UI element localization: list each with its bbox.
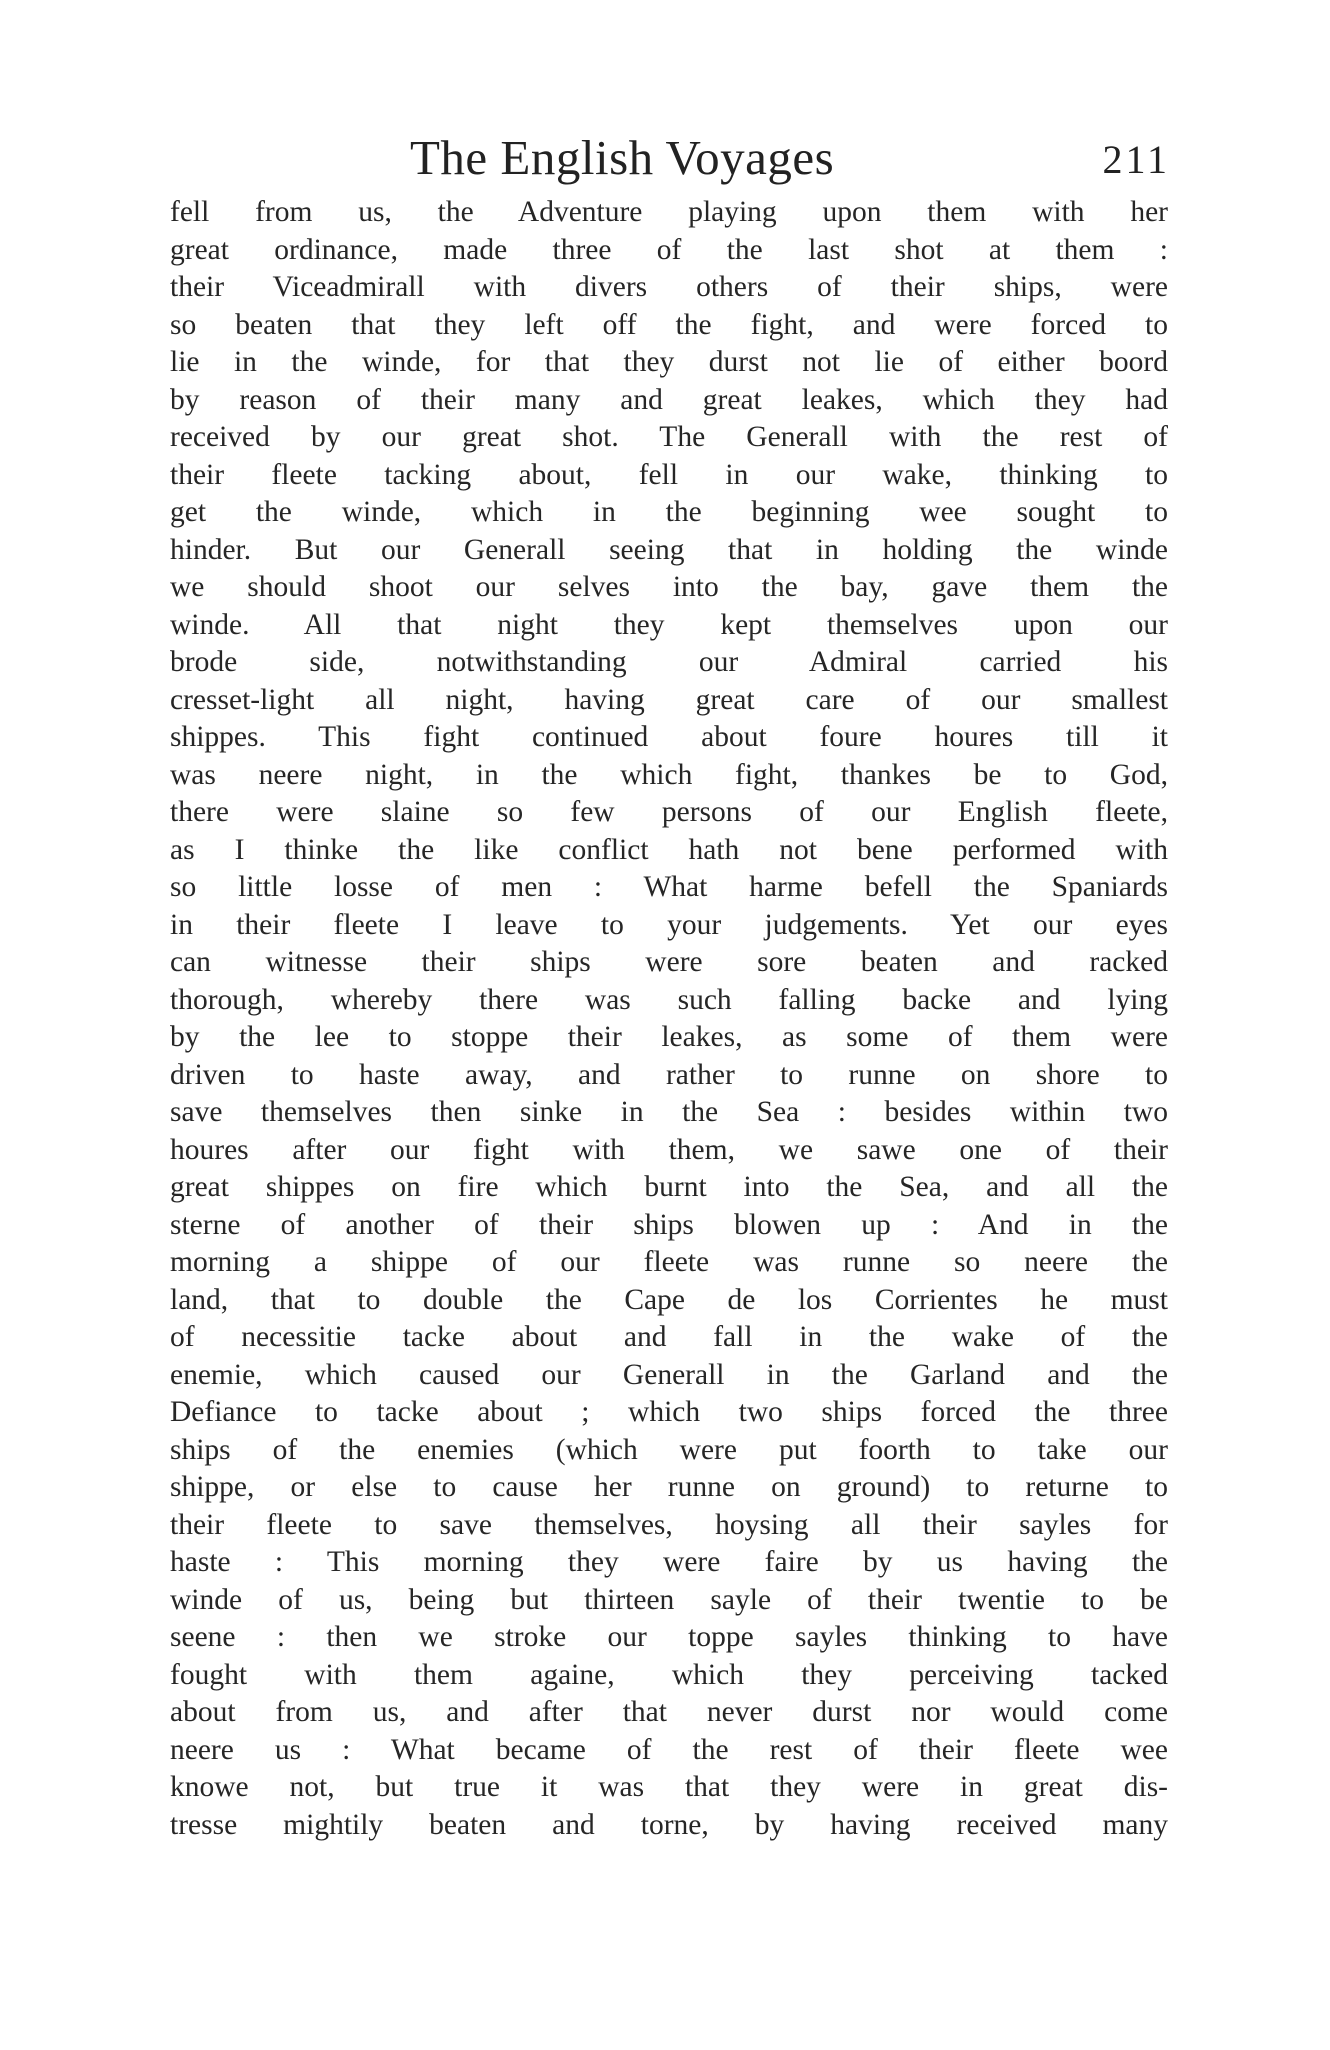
- text-line: driven to haste away, and rather to runne on shore to: [170, 1058, 1168, 1091]
- text-line: ships of the enemies (which were put foorth to take our: [170, 1433, 1168, 1466]
- text-line: great ordinance, made three of the last shot at them :: [170, 233, 1168, 266]
- text-line: can witnesse their ships were sore beaten and racked: [170, 946, 1168, 978]
- text-line: sterne of another of their ships blowen up : And in the: [170, 1208, 1168, 1241]
- text-line: tresse mightily beaten and torne, by having received many: [170, 1808, 1168, 1841]
- text-line: neere us : What became of the rest of their fleete wee: [170, 1733, 1168, 1766]
- text-line: great shippes on fire which burnt into the Sea, and all the: [170, 1171, 1168, 1203]
- text-line: as I thinke the like conflict hath not bene performed with: [170, 833, 1168, 866]
- text-line: cresset-light all night, having great care of our smallest: [170, 683, 1168, 716]
- text-line: morning a shippe of our fleete was runne so neere the: [170, 1246, 1168, 1278]
- text-line: there were slaine so few persons of our English fleete,: [170, 796, 1168, 828]
- text-line: was neere night, in the which fight, thankes be to God,: [170, 758, 1168, 791]
- text-line: their fleete tacking about, fell in our wake, thinking to: [170, 458, 1168, 491]
- text-line: winde. All that night they kept themselves upon our: [170, 608, 1168, 641]
- text-line: brode side, notwithstanding our Admiral carried his: [170, 646, 1168, 678]
- text-line: knowe not, but true it was that they were in great dis-: [170, 1771, 1168, 1803]
- running-head: [170, 128, 1170, 188]
- text-line: enemie, which caused our Generall in the Garland and the: [170, 1358, 1168, 1391]
- running-title: The English Voyages: [410, 130, 835, 185]
- text-line: winde of us, being but thirteen sayle of their twentie to be: [170, 1583, 1168, 1616]
- text-line: shippe, or else to cause her runne on ground) to returne to: [170, 1471, 1168, 1503]
- text-line: of necessitie tacke about and fall in the wake of the: [170, 1321, 1168, 1353]
- text-line: so beaten that they left off the fight, and were forced to: [170, 308, 1168, 341]
- text-line: their fleete to save themselves, hoysing all their sayles for: [170, 1508, 1168, 1541]
- body-text: [170, 194, 1168, 1844]
- text-line: fell from us, the Adventure playing upon them with her: [170, 196, 1168, 228]
- text-line: received by our great shot. The Generall with the rest of: [170, 421, 1168, 453]
- text-line: seene : then we stroke our toppe sayles thinking to have: [170, 1621, 1168, 1653]
- page-number: 211: [1102, 137, 1170, 182]
- text-line: get the winde, which in the beginning wee sought to: [170, 496, 1168, 528]
- text-line: houres after our fight with them, we sawe one of their: [170, 1133, 1168, 1166]
- text-line: thorough, whereby there was such falling backe and lying: [170, 983, 1168, 1016]
- text-line: shippes. This fight continued about foure houres till it: [170, 721, 1168, 753]
- text-line: land, that to double the Cape de los Corrientes he must: [170, 1283, 1168, 1316]
- text-line: fought with them againe, which they perceiving tacked: [170, 1658, 1168, 1691]
- text-line: by reason of their many and great leakes, which they had: [170, 383, 1168, 416]
- text-line: save themselves then sinke in the Sea : besides within two: [170, 1096, 1168, 1128]
- text-line: lie in the winde, for that they durst not lie of either boord: [170, 346, 1168, 378]
- text-line: their Viceadmirall with divers others of their ships, were: [170, 271, 1168, 303]
- text-line: about from us, and after that never durst nor would come: [170, 1696, 1168, 1728]
- text-line: by the lee to stoppe their leakes, as some of them were: [170, 1021, 1168, 1053]
- text-line: so little losse of men : What harme befell the Spaniards: [170, 871, 1168, 903]
- text-line: we should shoot our selves into the bay, gave them the: [170, 571, 1168, 603]
- text-line: Defiance to tacke about ; which two ships forced the three: [170, 1396, 1168, 1428]
- text-line: hinder. But our Generall seeing that in holding the winde: [170, 533, 1168, 566]
- text-line: haste : This morning they were faire by us having the: [170, 1546, 1168, 1578]
- text-line: in their fleete I leave to your judgements. Yet our eyes: [170, 908, 1168, 941]
